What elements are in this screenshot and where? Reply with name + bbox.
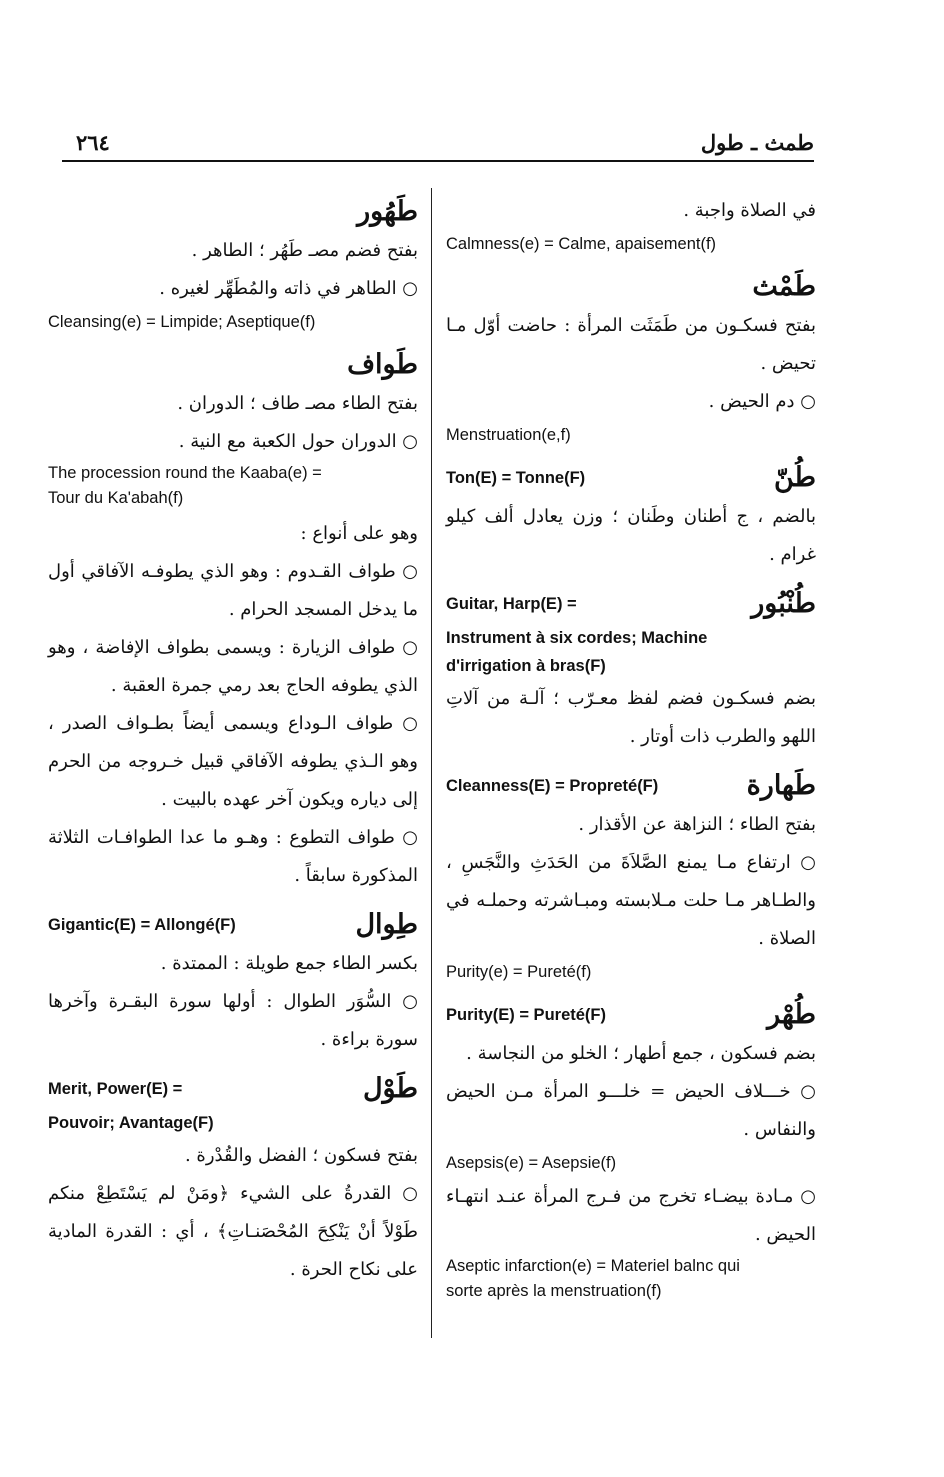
types-intro: وهو على أنواع :	[300, 523, 418, 544]
sense: ○ مـادة بيضـاء تخرج من فـرج المرأة عنـد انتهـاء الحيض .	[446, 1186, 816, 1245]
entry-tamth	[446, 267, 816, 448]
definition: بفتح الطاء ؛ النزاهة عن الأقذار .	[578, 814, 816, 835]
entry-tawl	[48, 1069, 418, 1289]
gloss: Aseptic infarction(e) = Materiel balnc qui	[446, 1257, 740, 1275]
entry-tawaf	[48, 345, 418, 895]
gloss-bold: Pouvoir; Avantage(F)	[48, 1114, 214, 1132]
header-rule	[62, 160, 814, 162]
gloss-bold: Cleanness(E) = Propreté(F)	[446, 777, 659, 795]
running-title: طمث ـ طول	[700, 130, 814, 155]
entry-tunn	[446, 458, 816, 574]
definition: بفتح فسكون ؛ الفضل والقُدْرة .	[184, 1145, 418, 1166]
sense: ○ القدرةُ على الشيء ﴿ومَنْ لم يَسْتَطِعْ منكم طَوْلاً أنْ يَنْكِحَ المُحْصَنـاتِ﴾ ، أي : القدرة المادية على نكاح الحرة .	[48, 1183, 418, 1280]
definition: بالضم ، ج أطنان وطَنان ؛ وزن يعادل ألف كيلو غرام .	[446, 506, 816, 565]
type-item: ○ طواف الزيارة : ويسمى بطواف الإفاضة ، وهو الذي يطوفه الحاج بعد رمي جمرة العقبة .	[48, 637, 418, 696]
entry-tahara	[446, 766, 816, 985]
entry-tahur	[48, 192, 418, 335]
type-item: ○ طواف القـدوم : وهو الذي يطوفـه الآفاقي أول ما يدخل المسجد الحرام .	[48, 561, 418, 620]
type-item: ○ طواف الـوداع ويسمى أيضاً بطـواف الصدر ، وهو الـذي يطوفه الآفاقي قبيل خـروجه من الحرم إلى دياره ويكون آخر عهده بالبيت .	[48, 713, 418, 810]
column-divider	[431, 188, 432, 1338]
gloss: sorte après la menstruation(f)	[446, 1282, 662, 1300]
entry-tiwal	[48, 905, 418, 1059]
gloss: The procession round the Kaaba(e) =	[48, 464, 322, 482]
definition: بضم فسكـون فضم لفظ معـرّب ؛ آلـة من آلاتِ اللهو والطرب ذات أوتار .	[446, 688, 816, 747]
headword: طُهْر	[767, 999, 816, 1030]
entry-tuhr	[446, 995, 816, 1304]
gloss: Calmness(e) = Calme, apaisement(f)	[446, 235, 717, 253]
sense: ○ خـــلاف الحيض = خلـــو المرأة مـن الحيض والنفاس .	[446, 1081, 816, 1140]
gloss: Purity(e) = Pureté(f)	[446, 963, 592, 981]
gloss-bold: Guitar, Harp(E) =	[446, 595, 577, 613]
sense: ○ الطاهر في ذاته والمُطَهِّر لغيره .	[159, 278, 418, 299]
headword: طَوْل	[362, 1073, 418, 1104]
gloss-bold: d'irrigation à bras(F)	[446, 657, 606, 675]
headword: طَهُور	[357, 196, 418, 227]
gloss-bold: Ton(E) = Tonne(F)	[446, 469, 586, 487]
gloss-bold: Gigantic(E) = Allongé(F)	[48, 916, 236, 934]
page-number: ٢٦٤	[76, 130, 110, 155]
type-item: ○ طواف التطوع : وهـو ما عدا الطوافـات الثلاثة المذكورة سابقاً .	[48, 827, 418, 886]
sense: ○ السُّوَر الطوال : أولها سورة البقـرة وآخرها سورة براءة .	[48, 991, 418, 1050]
sense: ○ دم الحيض .	[708, 391, 816, 412]
headword: طِوال	[355, 909, 418, 940]
headword: طُنْبُور	[751, 588, 816, 619]
gloss-bold: Instrument à six cordes; Machine	[446, 629, 708, 647]
gloss: Tour du Ka'abah(f)	[48, 489, 184, 507]
right-column	[446, 192, 816, 1304]
headword: طَهارة	[746, 770, 816, 801]
continuation-line: في الصلاة واجبة .	[683, 200, 816, 221]
gloss: Menstruation(e,f)	[446, 426, 571, 444]
gloss-bold: Merit, Power(E) =	[48, 1080, 183, 1098]
entry-tunbur	[446, 584, 816, 756]
headword: طَواف	[347, 349, 418, 380]
definition: بفتح فسكـون من طَمَثَت المرأة : حاضت أوّل مـا تحيض .	[446, 315, 816, 374]
gloss-bold: Purity(E) = Pureté(F)	[446, 1006, 606, 1024]
left-column	[48, 192, 418, 1289]
gloss: Asepsis(e) = Asepsie(f)	[446, 1154, 617, 1172]
definition: بفتح فضم مصـ طَهُر ؛ الطاهر .	[191, 240, 418, 261]
headword: طُنّ	[773, 462, 816, 493]
definition: بفتح الطاء مصـ طاف ؛ الدوران .	[177, 393, 418, 414]
headword: طَمْث	[752, 271, 816, 302]
definition: بكسر الطاء جمع طويلة : الممتدة .	[160, 953, 418, 974]
sense: ○ ارتفاع مـا يمنع الصَّلاَةَ من الحَدَثِ والنَّجَسِ ، والطـاهر مـا حلت مـلابسته ومبـاشرته وحملـه في الصلاة .	[446, 852, 816, 949]
gloss: Cleansing(e) = Limpide; Aseptique(f)	[48, 313, 316, 331]
sense: ○ الدوران حول الكعبة مع النية .	[178, 431, 418, 452]
page-header	[62, 128, 814, 162]
definition: بضم فسكون ، جمع أطهار ؛ الخلو من النجاسة .	[466, 1043, 816, 1064]
